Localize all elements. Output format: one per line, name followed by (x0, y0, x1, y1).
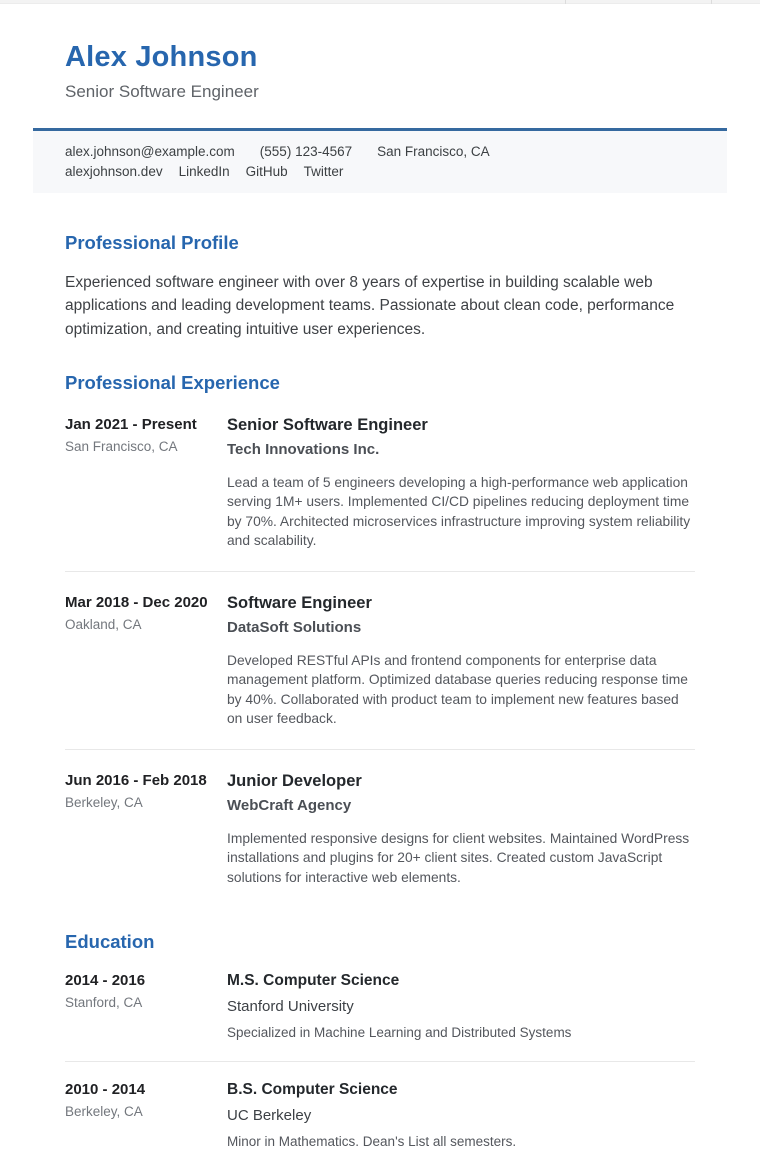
job-description: Implemented responsive designs for client websites. Maintained WordPress installations and plugins for 20+ client sites. Created custom JavaScript solutions for interactive web elements. (227, 830, 690, 885)
section-heading-education: Education (65, 931, 155, 953)
github-link[interactable]: GitHub (245, 164, 288, 179)
browser-chrome-strip (0, 0, 760, 4)
experience-entry (65, 394, 695, 572)
job-title: Junior Developer (227, 771, 362, 790)
job-dates: Jun 2016 - Feb 2018 (65, 771, 207, 789)
phone-number: (555) 123-4567 (259, 144, 353, 159)
experience-entry-details (227, 593, 695, 729)
section-heading-profile: Professional Profile (65, 232, 239, 253)
job-title: Software Engineer (227, 593, 372, 612)
resume-body (65, 232, 695, 1170)
job-title: Senior Software Engineer (227, 415, 428, 434)
experience-entry-details (227, 415, 695, 551)
job-company: WebCraft Agency (227, 796, 352, 814)
experience-entry-meta (65, 415, 227, 551)
education-entry-details (227, 971, 695, 1041)
education-entry-meta (65, 1080, 227, 1150)
job-description: Developed RESTful APIs and frontend components for enterprise data management platform. Optimized database queries reducing response time by 40%. Collaborated with product team to implement new features based on user feedback. (227, 652, 688, 727)
candidate-name: Alex Johnson (65, 41, 258, 73)
linkedin-link[interactable]: LinkedIn (178, 164, 230, 179)
chrome-strip-divider (711, 0, 712, 4)
job-location: Oakland, CA (65, 616, 142, 632)
job-location: San Francisco, CA (65, 438, 178, 454)
education-dates: 2014 - 2016 (65, 972, 146, 990)
location-text: San Francisco, CA (377, 144, 490, 159)
experience-entry (65, 572, 695, 750)
section-heading-experience: Professional Experience (65, 371, 280, 393)
job-location: Berkeley, CA (65, 794, 143, 810)
email-link[interactable]: alex.johnson@example.com (65, 144, 235, 159)
education-entry-details (227, 1080, 695, 1150)
job-dates: Mar 2018 - Dec 2020 (65, 593, 208, 611)
experience-entry (65, 750, 695, 908)
experience-entry-details (227, 771, 695, 888)
education-detail: Minor in Mathematics. Dean's List all semesters. (227, 1134, 517, 1150)
education-dates: 2010 - 2014 (65, 1081, 146, 1099)
education-entry (65, 1062, 695, 1170)
job-dates: Jan 2021 - Present (65, 415, 197, 433)
resume-page (33, 4, 727, 1170)
contact-bar (33, 128, 727, 193)
education-detail: Specialized in Machine Learning and Distributed Systems (227, 1025, 572, 1041)
education-location: Berkeley, CA (65, 1104, 143, 1120)
experience-entry-meta (65, 593, 227, 729)
candidate-title: Senior Software Engineer (65, 82, 259, 101)
education-entry (65, 953, 695, 1062)
job-description: Lead a team of 5 engineers developing a high-performance web application serving 1M+ users. Implemented CI/CD pipelines reducing deployment time by 70%. Architected microservices infrastructure improving system reliability and scalability. (227, 474, 691, 549)
education-school: UC Berkeley (227, 1107, 312, 1125)
profile-summary: Experienced software engineer with over 8 years of expertise in building scalable web applications and leading development teams. Passionate about clean code, performance optimization, and creating intuitive user experiences. (65, 274, 675, 338)
education-degree: M.S. Computer Science (227, 972, 400, 990)
education-degree: B.S. Computer Science (227, 1081, 398, 1099)
contact-row-primary (65, 142, 695, 161)
education-location: Stanford, CA (65, 995, 143, 1011)
twitter-link[interactable]: Twitter (303, 164, 344, 179)
chrome-strip-divider (565, 0, 566, 4)
job-company: DataSoft Solutions (227, 618, 362, 636)
education-entry-meta (65, 971, 227, 1041)
website-link[interactable]: alexjohnson.dev (65, 164, 163, 179)
education-school: Stanford University (227, 998, 354, 1016)
experience-entry-meta (65, 771, 227, 888)
contact-row-links (65, 162, 695, 181)
resume-header (65, 4, 695, 103)
job-company: Tech Innovations Inc. (227, 440, 380, 458)
